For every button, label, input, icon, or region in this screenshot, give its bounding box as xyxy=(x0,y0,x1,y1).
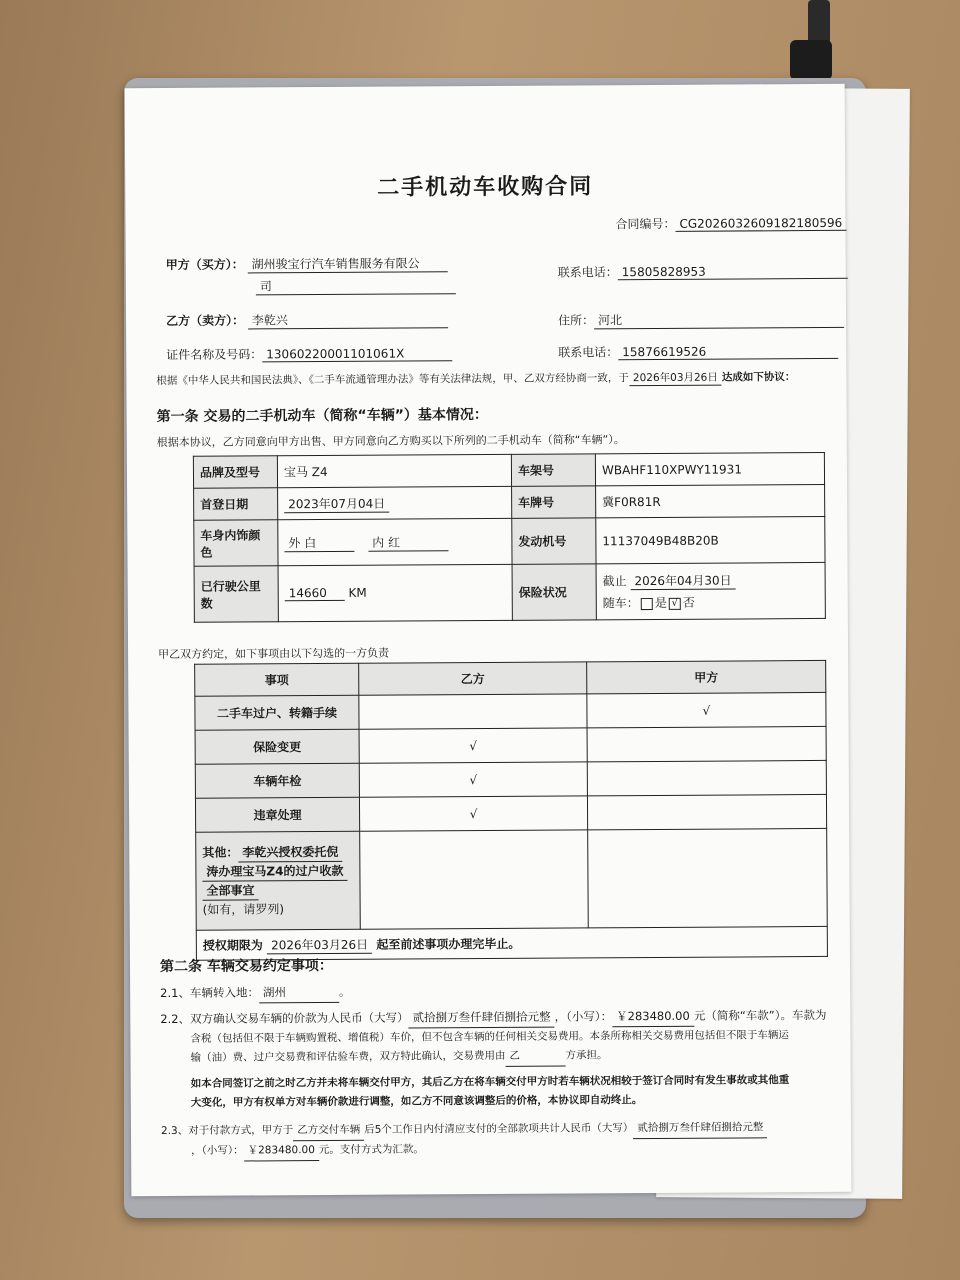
mileage-value: 14660 xyxy=(285,586,345,601)
clause-2-3-a: 2.3、对于付款方式，甲方于 xyxy=(160,1124,294,1138)
duty-row-a xyxy=(587,760,826,795)
yes-checkbox[interactable] xyxy=(641,597,653,609)
contract-number-label: 合同编号： xyxy=(615,216,676,232)
party-b-name: 李乾兴 xyxy=(248,310,448,329)
other-duty-b xyxy=(360,830,589,929)
party-a-line xyxy=(166,254,448,274)
party-b-line xyxy=(166,310,448,330)
other-label: 其他： xyxy=(202,845,239,860)
duty-row-a: √ xyxy=(587,692,826,727)
color-label-1: 车身内饰颜 xyxy=(200,527,261,543)
party-a-name: 湖州骏宝行汽车销售服务有限公 xyxy=(247,254,447,273)
insurance-cell xyxy=(596,562,825,619)
party-a-label: 甲方（买方）： xyxy=(165,257,244,272)
plate-label: 车牌号 xyxy=(512,486,596,519)
other-text-1: 李乾兴授权委托倪 xyxy=(238,843,342,863)
party-b-address-line xyxy=(558,310,844,330)
basis-text: 根据《中华人民共和国民法典》、《二手车流通管理办法》等有关法律法规，甲、乙双方经协商一致，于 xyxy=(156,372,629,388)
clause-2-1: 2.1、车辆转入地： 湖州 。 xyxy=(160,983,350,1004)
other-text-2: 涛办理宝马Z4的过户收款 xyxy=(202,862,347,882)
other-duty-a xyxy=(588,828,828,927)
duty-row-b: √ xyxy=(359,796,587,831)
address-label: 住所： xyxy=(558,313,595,328)
duty-row-item: 车辆年检 xyxy=(195,763,359,798)
section-1-intro: 根据本协议，乙方同意向甲方出售、甲方同意向乙方购买以下所列的二手机动车（简称“车辆”）。 xyxy=(156,433,625,450)
duty-a-header: 甲方 xyxy=(587,660,826,693)
vin-label: 车架号 xyxy=(511,454,595,487)
mileage-label-1: 已行驶公里 xyxy=(200,578,261,594)
mileage-unit: KM xyxy=(348,585,367,600)
duty-row-b xyxy=(359,694,587,729)
transfer-city: 湖州 xyxy=(259,983,339,1003)
basis-line xyxy=(156,369,795,389)
payment-lower: ￥283480.00 xyxy=(244,1141,319,1161)
reg-date-label: 首登日期 xyxy=(194,488,278,521)
contract-number: CG2026032609182180596 xyxy=(675,216,846,232)
other-text-3: 全部事宜 xyxy=(202,881,258,900)
clause-2-3 xyxy=(161,1118,841,1162)
sign-date: 2026年03月26日 xyxy=(629,370,722,387)
vin-value: WBAHF110XPWY11931 xyxy=(595,452,824,485)
auth-tail: 起至前述事项办理完毕止。 xyxy=(376,936,521,952)
duty-row-a xyxy=(587,726,826,761)
mileage-label xyxy=(194,566,278,623)
party-b-label: 乙方（卖方）： xyxy=(166,313,245,328)
with-car-label: 随车： xyxy=(602,596,639,611)
clause-2-3-d: 元。支付方式为汇款。 xyxy=(318,1143,424,1157)
cable-plug xyxy=(790,40,832,80)
color-cell xyxy=(278,518,512,565)
contract-number-line xyxy=(615,214,846,232)
id-label: 证件名称及号码： xyxy=(166,347,263,362)
auth-date: 2026年03月26日 xyxy=(267,935,372,954)
party-b-id-line xyxy=(166,344,452,363)
insurance-label: 保险状况 xyxy=(512,564,596,621)
payment-upper: 贰拾捌万叁仟肆佰捌拾元整 xyxy=(633,1118,767,1139)
reg-date-value: 2023年07月04日 xyxy=(284,494,389,513)
duties-table xyxy=(194,660,828,961)
clause-2-2-line3-tail: 方承担。 xyxy=(565,1049,608,1062)
clause-2-2-bold-2: 大变化，甲方有权单方对车辆价款进行调整，如乙方不同意该调整后的价格，本协议即自动终止。 xyxy=(190,1094,643,1109)
duty-b-header: 乙方 xyxy=(359,662,587,695)
reg-date-cell xyxy=(278,486,512,519)
clause-2-2-bold-1: 如本合同签订之前之时乙方并未将车辆交付甲方，其后乙方在将车辆交付甲方时若车辆状况相较于签订合同时有发生事故或其他重 xyxy=(190,1074,790,1090)
mileage-cell xyxy=(278,564,512,621)
int-color: 内 红 xyxy=(368,533,448,551)
clause-2-3-b: 后5个工作日内付清应支付的全部款项共计人民币（大写） xyxy=(364,1122,634,1136)
clause-2-2-a: 2.2、双方确认交易车辆的价款为人民币（大写） xyxy=(160,1010,409,1027)
payment-trigger: 乙方交付车辆 xyxy=(293,1121,364,1141)
contract-page xyxy=(125,84,852,1196)
section-1-title: 第一条 交易的二手机动车（简称“车辆”）基本情况： xyxy=(156,406,488,426)
clause-2-2-b: ，（小写）： xyxy=(554,1009,613,1024)
party-a-name-2: 司 xyxy=(256,276,456,295)
duty-row-a xyxy=(587,794,826,829)
party-b-phone-line xyxy=(558,342,838,361)
engine-label: 发动机号 xyxy=(512,518,596,565)
party-a-phone-line xyxy=(558,262,848,281)
party-b-phone-label: 联系电话： xyxy=(558,345,619,360)
insurance-until-label: 截止 xyxy=(602,574,627,589)
insurance-until-date: 2026年04月30日 xyxy=(630,571,735,590)
color-label-2: 色 xyxy=(200,545,213,560)
price-lower: ￥283480.00 xyxy=(612,1007,694,1027)
clause-2-2 xyxy=(160,1006,831,1113)
engine-value: 11137049B48B20B xyxy=(596,516,825,563)
party-a-phone: 15805828953 xyxy=(618,264,848,280)
other-note: (如有，请罗列) xyxy=(202,902,285,917)
no-checkbox[interactable]: √ xyxy=(669,597,681,609)
contract-title: 二手机动车收购合同 xyxy=(377,174,594,201)
duty-row-b: √ xyxy=(359,728,587,763)
party-b-id: 13060220001101061X xyxy=(262,346,452,362)
with-car-line xyxy=(603,593,819,611)
other-duty-cell xyxy=(196,831,361,930)
color-label xyxy=(194,520,278,567)
insurance-until xyxy=(603,571,819,590)
brand-value: 宝马 Z4 xyxy=(277,454,511,487)
duty-row-item: 保险变更 xyxy=(195,729,359,764)
party-b-address: 河北 xyxy=(594,310,844,330)
clause-2-3-c: ，（小写）： xyxy=(191,1144,244,1157)
party-a-name-cont xyxy=(256,276,456,295)
plate-value: 冀F0R81R xyxy=(596,484,825,517)
auth-label: 授权期限为 xyxy=(202,937,263,953)
clause-2-2-line2: 含税（包括但不限于车辆购置税、增值税）车价，但不包含车辆的任何相关交易费用。本条所称相关交易费用包括但不限于车辆运 xyxy=(190,1029,789,1045)
duties-intro: 甲乙双方约定，如下事项由以下勾选的一方负责 xyxy=(158,646,390,662)
mileage-label-2: 数 xyxy=(200,596,213,611)
section-2-title: 第二条 车辆交易约定事项： xyxy=(159,957,333,976)
clause-2-2-line3: 输（油）费、过户交易费和评估验车费，双方特此确认，交易费用由 xyxy=(190,1049,506,1064)
duty-row-b: √ xyxy=(359,762,587,797)
clause-2-2-c: 元（简称“车款”）。车款为 xyxy=(693,1007,827,1023)
ext-color: 外 白 xyxy=(284,533,354,551)
fee-party: 乙 xyxy=(505,1047,565,1067)
duty-row-item: 违章处理 xyxy=(195,797,359,832)
duty-row-item: 二手车过户、转籍手续 xyxy=(195,695,359,730)
duty-item-header: 事项 xyxy=(195,663,359,696)
clause-2-1-label: 2.1、车辆转入地： xyxy=(160,985,259,1001)
party-a-phone-label: 联系电话： xyxy=(557,265,618,280)
no-label: 否 xyxy=(682,595,695,610)
basis-tail: 达成如下协议： xyxy=(721,371,796,384)
price-upper: 贰拾捌万叁仟肆佰捌拾元整 xyxy=(409,1008,555,1029)
vehicle-table xyxy=(193,452,826,623)
party-b-phone: 15876619526 xyxy=(618,344,838,360)
brand-label: 品牌及型号 xyxy=(193,456,277,489)
yes-label: 是 xyxy=(654,595,667,610)
